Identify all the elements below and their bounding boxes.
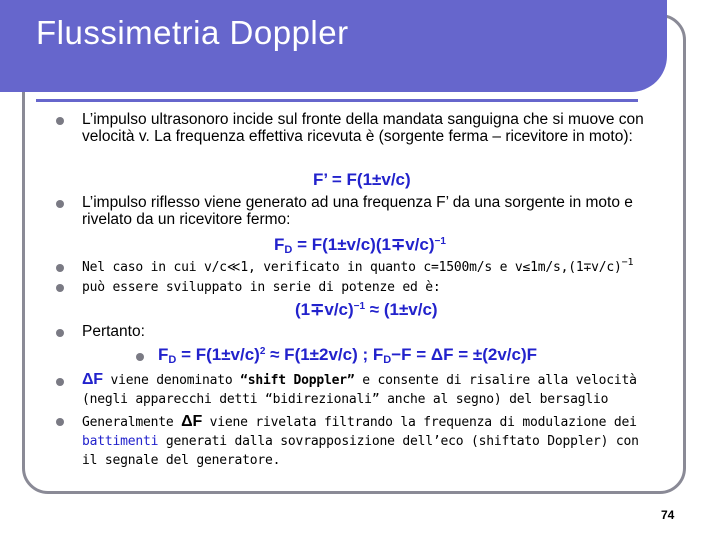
formula-part: −F = ΔF = ±(2v/c)F [391, 345, 538, 364]
bullet-text-part: generati dalla sovrapposizione dell’eco (shiftato Doppler) con il segnale del generatore. [82, 434, 639, 468]
formula-superscript: 2 [259, 346, 266, 357]
bullet-text [82, 412, 657, 470]
bullet-text: L’impulso riflesso viene generato ad una frequenza F’ da una sorgente in moto e rivelato da un ricevitore fermo: [82, 194, 633, 228]
formula-subscript: D [284, 244, 293, 256]
delta-f-label: ΔF [82, 371, 103, 388]
battimenti-term: battimenti [82, 434, 159, 449]
bullet-text: può essere sviluppato in serie di potenze ed è: [82, 280, 441, 295]
formula-series-expansion [295, 300, 438, 320]
formula-superscript: −1 [434, 236, 446, 247]
bullet-dot [56, 284, 64, 292]
bullet-text-part: Nel caso in cui v/c≪1, verificato in quanto c=1500m/s e v≤1m/s,(1∓v/c) [82, 260, 622, 275]
formula-superscript: −1 [353, 301, 366, 312]
title-underline [36, 99, 638, 102]
bullet-dot [56, 378, 64, 386]
delta-f-label: ΔF [181, 413, 203, 430]
bullet-dot [56, 329, 64, 337]
bullet-text [82, 370, 672, 409]
bullet-text-part: viene rivelata filtrando la frequenza di modulazione dei [202, 415, 637, 430]
bullet-dot [56, 117, 64, 125]
formula-doppler-shift [158, 345, 537, 365]
bullet-text-part: viene denominato [102, 373, 241, 388]
formula-part: = F(1±v/c) [176, 345, 260, 364]
bullet-dot [56, 200, 64, 208]
bullet-dot [56, 264, 64, 272]
shift-doppler-term: “shift Doppler” [240, 373, 355, 388]
formula-subscript: D [168, 354, 177, 366]
page-number: 74 [661, 508, 675, 522]
bullet-text: Pertanto: [82, 323, 145, 340]
formula-reflected-frequency [274, 235, 446, 255]
bullet-text [82, 258, 682, 277]
bullet-superscript: −1 [621, 257, 634, 268]
title-bar [0, 0, 667, 92]
formula-part: F [274, 235, 285, 254]
formula-part: = F(1±v/c)(1∓v/c) [292, 235, 435, 254]
bullet-text-part: Generalmente [82, 415, 182, 430]
sub-bullet-dot [136, 353, 144, 361]
bullet-text-part: e consente di risalire alla velocità (negli apparecchi detti “bidirezionali” anche al segno) del bersaglio [82, 373, 637, 407]
formula-subscript: D [383, 354, 392, 366]
formula-received-frequency: F’ = F(1±v/c) [313, 170, 411, 189]
formula-part: ≈ F(1±2v/c) ; F [265, 345, 384, 364]
formula-part: F [158, 345, 169, 364]
bullet-text: L’impulso ultrasonoro incide sul fronte della mandata sanguigna che si muove con velocità v. La frequenza effettiva ricevuta è (sorgente ferma – ricevitore in moto): [82, 111, 644, 145]
bullet-dot [56, 418, 64, 426]
formula-part: ≈ (1±v/c) [365, 300, 438, 319]
formula-part: (1∓v/c) [295, 300, 354, 319]
slide-title: Flussimetria Doppler [36, 14, 349, 51]
